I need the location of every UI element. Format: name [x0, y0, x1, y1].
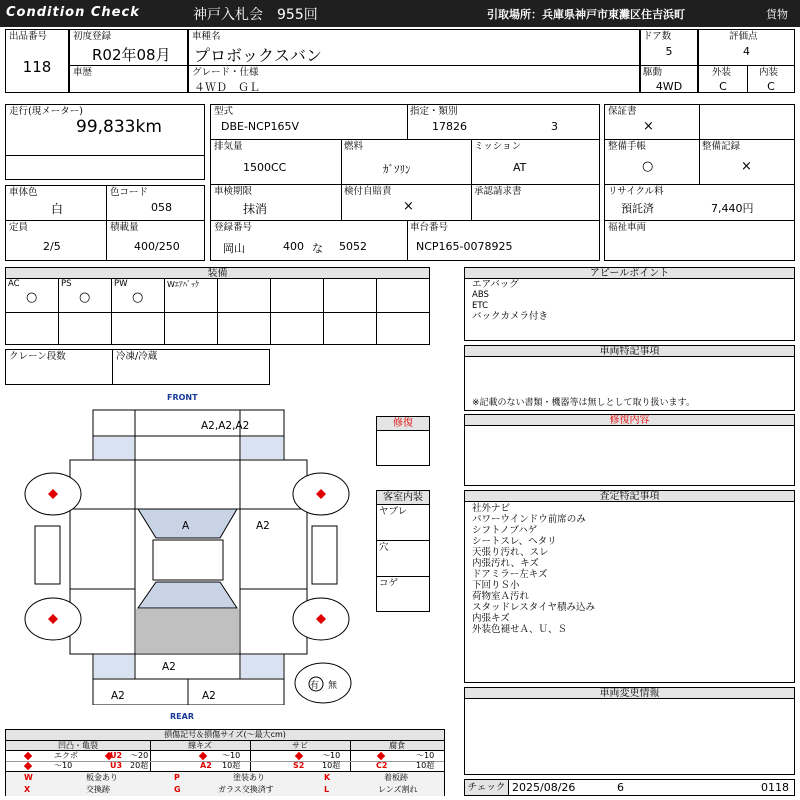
recycle-status: 預託済 — [621, 202, 654, 215]
interior-hole-label: 穴 — [379, 542, 389, 553]
reg-class: 400 — [283, 240, 304, 253]
grade: ４ＷＤ ＧＬ — [194, 81, 260, 94]
legend-ekubo-size: 〜10 — [54, 761, 73, 770]
legend-c2: C2 — [376, 761, 388, 770]
legend-u3-size: 20超 — [130, 761, 149, 770]
equip-pw-label: PW — [114, 279, 128, 289]
inspection-notes-title: 査定特記事項 — [465, 491, 794, 502]
legend-u2: U2 — [110, 751, 123, 760]
header-bar — [0, 0, 800, 27]
displacement: 1500CC — [243, 161, 287, 174]
car-name: プロボックスバン — [194, 46, 322, 65]
equip-ps-label: PS — [61, 279, 72, 289]
self-liability: × — [403, 199, 414, 214]
equip-ac-label: AC — [8, 279, 20, 289]
maint-book: ○ — [642, 159, 654, 174]
repair-content-title: 修復内容 — [465, 415, 794, 426]
check-label: チェック — [465, 780, 509, 795]
legend-c2-size: 10超 — [416, 761, 435, 770]
check-date: 2025/08/26 — [512, 781, 576, 794]
legend-code-g-text: ガラス交換済す — [218, 785, 274, 794]
maint-record: × — [741, 159, 752, 174]
equip-ps-mark: ○ — [79, 290, 91, 305]
legend-code-p-text: 塗装あり — [233, 773, 265, 782]
color-code: 058 — [151, 201, 172, 214]
inspection-label: 車検期限 — [214, 186, 253, 197]
special-note: ※記載のない書類・機器等は無しとして取り扱います。 — [472, 398, 695, 408]
model-label: 型式 — [214, 106, 234, 117]
ext-score: C — [719, 80, 727, 93]
displacement-label: 排気量 — [214, 141, 243, 152]
repair-box — [376, 416, 430, 466]
interior-tear-label: ヤブレ — [379, 506, 408, 517]
change-info-panel — [464, 687, 795, 775]
legend-title: 損傷記号＆損傷サイズ(〜最大cm) — [6, 730, 444, 741]
first-reg: R02年08月 — [92, 46, 171, 64]
doors: 5 — [665, 45, 673, 58]
ext-label: 外装 — [712, 67, 732, 78]
lot-number-cell — [5, 29, 69, 93]
mission: AT — [513, 161, 527, 174]
equip-ac-mark: ○ — [26, 290, 38, 305]
legend-u3: U3 — [110, 761, 123, 770]
legend-code-l: L — [324, 785, 330, 794]
warranty-label: 保証書 — [608, 106, 637, 117]
reg-num: 5052 — [339, 240, 367, 253]
reg-kana: な — [312, 242, 323, 255]
special-title: 車両特記事項 — [465, 346, 794, 357]
repair-label: 修復 — [377, 417, 429, 431]
interior-box — [376, 490, 430, 612]
mileage-label: 走行(現メーター) — [9, 106, 83, 117]
legend-code-l-text: レンズ割れ — [378, 785, 418, 794]
damage-right-door: A2 — [256, 520, 270, 532]
legend-u2-size: 〜20 — [130, 751, 149, 760]
first-reg-label: 初度登録 — [73, 31, 112, 42]
spec-grid — [210, 104, 600, 261]
legend-code-k: K — [324, 773, 331, 782]
crane-label: クレーン段数 — [9, 351, 66, 362]
legend-s-size: 〜10 — [322, 751, 341, 760]
score: 4 — [743, 45, 750, 58]
color-code-label: 色コード — [110, 187, 149, 198]
mileage: 99,833km — [76, 117, 162, 137]
reg-area: 岡山 — [223, 242, 245, 255]
grade-label: グレード・仕様 — [192, 67, 259, 78]
body-color-label: 車体色 — [9, 187, 38, 198]
score-label: 評価点 — [729, 31, 758, 42]
legend-group-rust: サビ — [292, 741, 308, 750]
inspection-notes-panel — [464, 490, 795, 683]
appeal-line: エアバッグ — [472, 279, 519, 290]
appeal-panel — [464, 267, 795, 341]
mileage-cell — [5, 104, 205, 180]
pickup-location: 引取場所：兵庫県神戸市東灘区住吉浜町 — [487, 8, 685, 21]
docs-grid — [604, 104, 795, 261]
fuel: ｶﾞｿﾘﾝ — [383, 163, 411, 176]
self-liability-label: 検付自賠責 — [344, 186, 392, 197]
equip-pw-mark: ○ — [132, 290, 144, 305]
legend-code-p: P — [174, 773, 180, 782]
load: 400/250 — [134, 240, 180, 253]
note-line: 天張り汚れ、スレ — [472, 547, 549, 558]
legend-a2: A2 — [200, 761, 212, 770]
damage-rear-panel: A2 — [162, 661, 176, 673]
warranty: × — [643, 119, 654, 134]
mission-label: ミッション — [474, 141, 522, 152]
note-line: 内張キズ — [472, 613, 510, 624]
first-reg-cell — [69, 29, 188, 93]
legend-code-k-text: 着板跡 — [384, 773, 408, 782]
damage-front-bumper: A2,A2,A2 — [201, 420, 250, 432]
equip-airbag-label: Wｴｱﾊﾞｯｸ — [167, 280, 199, 289]
legend-s2: S2 — [293, 761, 305, 770]
note-line: スタッドレスタイヤ積み込み — [472, 602, 596, 613]
damage-windshield: A — [182, 520, 190, 532]
auction-name: 神戸入札会 955回 — [193, 7, 318, 23]
doors-label: ドア数 — [643, 31, 672, 42]
load-label: 積載量 — [110, 222, 139, 233]
legend-group-scratch: 線キズ — [188, 741, 212, 750]
special-panel — [464, 345, 795, 411]
spare-tire-no: 無 — [328, 681, 338, 691]
model-code: DBE-NCP165V — [221, 120, 299, 133]
lot-number-label: 出品番号 — [9, 31, 48, 42]
repair-content-panel — [464, 414, 795, 486]
body-info-cell — [5, 185, 205, 261]
interior-label: 客室内装 — [377, 491, 429, 505]
class-number: 3 — [551, 120, 558, 133]
legend-s2-size: 10超 — [322, 761, 341, 770]
welfare-label: 福祉車両 — [608, 222, 647, 233]
doors-drive-cell — [640, 29, 698, 93]
legend-code-x-text: 交換跡 — [86, 785, 110, 794]
car-diagram — [20, 405, 360, 705]
note-line: 社外ナビ — [472, 503, 511, 514]
capacity: 2/5 — [43, 240, 61, 253]
fuel-label: 燃料 — [344, 141, 364, 152]
legend-code-w: W — [24, 773, 33, 782]
check-number: 6 — [617, 781, 624, 794]
note-line: 下回りＳ小 — [472, 580, 520, 591]
freezer-label: 冷凍/冷蔵 — [116, 351, 158, 362]
legend-group-corrosion: 腐食 — [389, 741, 405, 750]
equipment-table — [5, 267, 430, 345]
damage-legend — [5, 729, 445, 796]
recycle-fee: 7,440円 — [711, 202, 754, 215]
legend-a2-size: 10超 — [222, 761, 241, 770]
history-label: 車歴 — [73, 67, 93, 78]
note-line: 外装色褪せＡ、Ｕ、Ｓ — [472, 624, 568, 635]
reg-number-label: 登録番号 — [214, 222, 253, 233]
interior-burn-label: コゲ — [379, 578, 399, 589]
chassis-label: 車台番号 — [410, 222, 449, 233]
legend-c-size: 〜10 — [416, 751, 435, 760]
check-row — [464, 779, 795, 796]
car-name-label: 車種名 — [192, 31, 221, 42]
maint-book-label: 整備手帳 — [608, 141, 647, 152]
drive: 4WD — [655, 80, 683, 93]
rear-label: REAR — [170, 712, 194, 721]
legend-group-dent: 凹凸・亀裂 — [58, 741, 98, 750]
int-score: C — [767, 80, 775, 93]
note-line: パワーウインドウ前席のみ — [472, 514, 586, 525]
legend-ekubo: エクボ — [54, 751, 78, 760]
damage-rear-bumper-left: A2 — [111, 690, 125, 702]
note-line: シフトノブハゲ — [472, 525, 538, 536]
equipment-title: 装備 — [6, 268, 429, 279]
front-label: FRONT — [167, 393, 198, 402]
body-color: 白 — [51, 202, 64, 216]
appeal-line: ETC — [472, 301, 488, 311]
legend-code-x: X — [24, 785, 31, 794]
check-id: 0118 — [761, 781, 789, 794]
car-name-cell — [188, 29, 640, 93]
drive-label: 駆動 — [643, 67, 663, 78]
legend-code-g: G — [174, 785, 181, 794]
legend-a-size: 〜10 — [222, 751, 241, 760]
score-cell — [698, 29, 795, 93]
chassis-number: NCP165-0078925 — [416, 240, 513, 253]
designation: 17826 — [432, 120, 467, 133]
header-title: Condition Check — [6, 5, 140, 20]
appeal-line: ABS — [472, 290, 489, 300]
spare-tire-yes: 有 — [310, 681, 320, 691]
appeal-line: バックカメラ付き — [472, 311, 549, 322]
change-info-title: 車両変更情報 — [465, 688, 794, 699]
recycle-label: リサイクル料 — [608, 186, 664, 197]
capacity-label: 定員 — [9, 222, 29, 233]
int-label: 内装 — [759, 67, 779, 78]
inspection: 抹消 — [243, 202, 268, 216]
legend-code-w-text: 板金あり — [86, 773, 118, 782]
lot-number: 118 — [22, 58, 52, 76]
note-line: ドアミラー左キズ — [472, 569, 548, 580]
appeal-title: アピールポイント — [465, 268, 794, 279]
approval-label: 承認請求書 — [474, 186, 522, 197]
designation-label: 指定・類別 — [410, 106, 458, 117]
crane-freezer-cell — [5, 349, 270, 385]
note-line: 内張汚れ、キズ — [472, 558, 539, 569]
maint-record-label: 整備記録 — [702, 141, 741, 152]
damage-rear-bumper-right: A2 — [202, 690, 216, 702]
note-line: 荷物室Ａ汚れ — [472, 591, 530, 602]
note-line: シートスレ、ヘタリ — [472, 536, 557, 547]
vehicle-category: 貨物 — [766, 8, 788, 21]
